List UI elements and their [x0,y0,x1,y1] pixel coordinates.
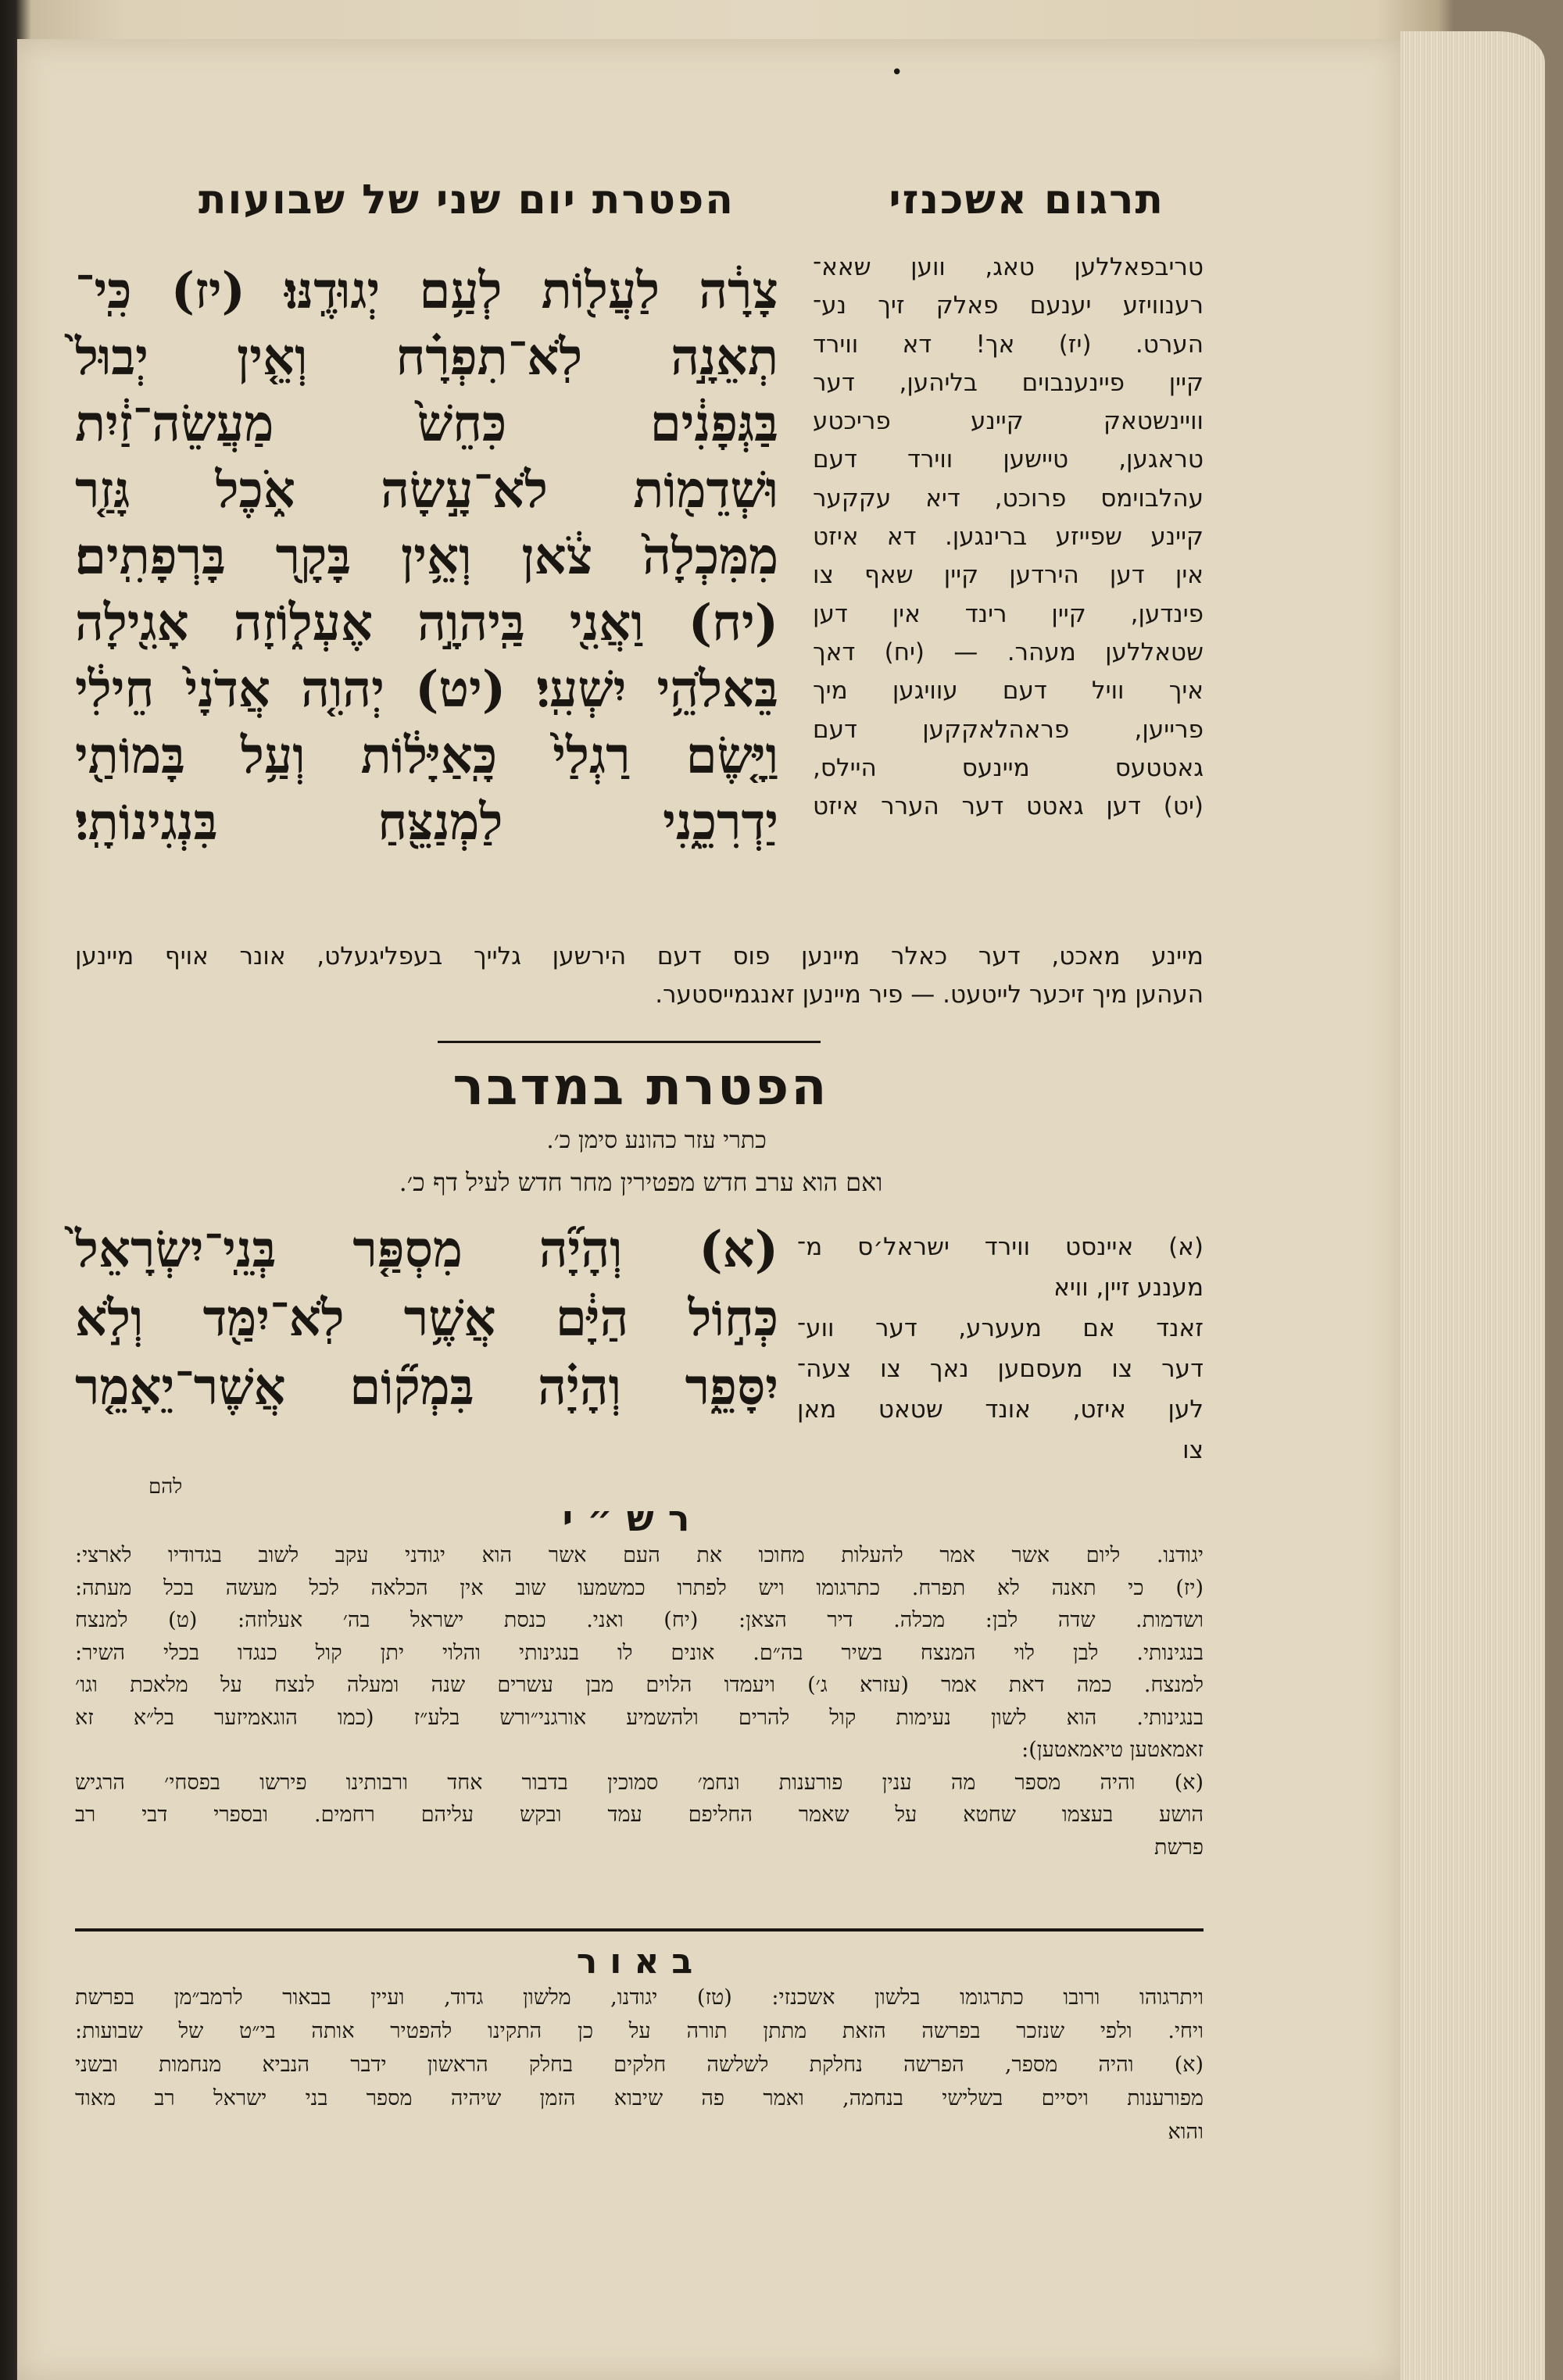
translation-line: אין דען הירדען קיין שאף צו [813,561,1204,590]
translation-line: צו [1182,1436,1204,1464]
hebrew-line: (א) וְהָיָ֞ה מִסְפַּ֤ר בְּנֵֽי־יִשְׂרָאֵל֙ [75,1220,778,1279]
commentary-line: יגודנו. ליום אשר אמר להעלות מחוכו את העם אשר הוא יגודני עקב לשוב בגדודיו לארצי: [75,1543,1204,1567]
translation-line: מיינע מאכט, דער כאלר מיינען פוס דעם הירשען גלייך בעפליגעלט, אונר אויף מיינען [75,942,1204,970]
commentary-line: (א) והיה מספר, הפרשה נחלקת לשלשה חלקים בחלק הראשון ידבר הנביא מנחמות ובשני [75,2053,1204,2077]
translation-line: (א) איינסט ווירד ישראל׳ס מ־ [797,1233,1204,1261]
commentary-line: בנגינותי. לבן לוי המנצח בשיר בה״ם. אונים לו בנגינותי והלוי יתן קול כנגדו בכלי השיר: [75,1640,1204,1665]
book-page-edges [1400,31,1545,2380]
hebrew-line: כְּח֣וֹל הַיָּ֔ם אֲשֶׁ֥ר לֹֽא־יִמַּ֖ד וְלֹ֣א [75,1289,778,1348]
commentary-line: הושע בעצמו שחטא על שאמר החליפם עמד ובקש עליהם רחמים. ובספרי דבי רב [75,1803,1204,1827]
translation-line: פינדען, קיין רינד אין דען [813,599,1204,628]
translation-line: קיינע שפייזע ברינגען. דא איזט [813,523,1204,552]
commentary-line: ושדמות. שדה לבן: מכלה. דיר הצאן: (יח) ואני. כנסת ישראל בה׳ אעלוזה: (ט) למנצח [75,1608,1204,1632]
translation-line: גאטטעס מיינעס היילס, [813,753,1204,782]
commentary-line: (א) והיה מספר מה ענין פורענות ונחמ׳ סמוכין בדבור אחד ורבותינו פירשו בפסחי׳ הרגיש [75,1770,1204,1795]
commentary-line: בנגינותי. הוא לשון נעימות קול להרים ולהשמיע אורגני״ורש בלע״ז (כמו הוגאמיזער בל״א זא [75,1705,1204,1730]
translation-line: וויינשטאק קיינע פריכטע [813,407,1204,436]
section-title: הפטרת במדבר [452,1056,829,1117]
commentary-line: זאמאטען טיאמאטען): [1021,1738,1204,1762]
commentary-line: למנצח. כמה דאת אמר (עזרא ג׳) ויעמדו הלוים מבן עשרים שנה ומעלה לנצח על מלאכת וגו׳ [75,1673,1204,1697]
german-translation-column-1 [813,248,1204,826]
translation-line: זאנד אם מעערע, דער ווע־ [797,1314,1204,1342]
translation-line: עהלבוימס פרוכט, דיא עקקער [813,484,1204,513]
rashi-heading: רש״י [562,1497,704,1539]
hebrew-line: תְאֵנָ֣ה לֹֽא־תִפְרָ֗ח וְאֵ֤ין יְבוּל֙ [75,328,778,387]
section-note: ואם הוא ערב חדש מפטירין מחר חדש לעיל דף כ׳. [399,1167,883,1197]
translation-line: איך וויל דעם עוויגען מיך [813,677,1204,706]
translation-line: קיין פיינענבוים בליהען, דער [813,368,1204,397]
hebrew-line: יִסָּפֵ֑ר וְהָיָ֗ה בִּמְק֞וֹם אֲשֶׁר־יֵאָמֵ֤ר [75,1358,778,1417]
hebrew-line: (יח) וַאֲנִ֖י בַּֽיהוָ֣ה אֶעְל֑וֹזָה אָגִ֖ילָה [75,594,778,652]
commentary-line: ויתרגוהו ורובו כתרגומו בלשון אשכנזי: (טז) יגודנו, מלשון גדוד, ועיין בבאור לרמב״מן בפרשת [75,1985,1204,2010]
hebrew-line: בֵּאלֹהֵ֥י יִשְׁעִֽי׃ (יט) יְהוִ֤ה אֲדֹנָי֙ חֵילִ֔י [75,660,778,719]
rashi-commentary [75,1539,1204,1864]
catchword: להם [148,1475,183,1499]
commentary-line: פרשת [1154,1835,1204,1860]
commentary-line: מפורענות ויסיים בשלישי בנחמה, ואמר פה שיבוא הזמן שיהיה מספר בני ישראל רב מאוד [75,2086,1204,2110]
commentary-line: והוא [1168,2120,1204,2144]
german-translation-full-width [75,938,1204,1014]
section-divider-rule [438,1041,821,1043]
translation-line: פרייען, פראהלאקקען דעם [813,715,1204,744]
biur-commentary [75,1981,1204,2149]
hebrew-line: צָרָ֔ה לַעֲל֖וֹת לְעַ֥ם יְגוּדֶֽנּוּ׃ (יז) כִּֽי־ [75,262,778,320]
hebrew-line: בַּגְּפָנִ֔ים כִּחֵשׁ֙ מַעֲשֵׂה־זַ֔יִת [75,395,778,453]
translation-line: (יט) דען גאטט דער הערר איזט [813,792,1204,821]
translation-line: דער צו מעסםען נאך צו צעה־ [797,1355,1204,1383]
translation-line: טריבפאללען טאג, ווען שאא־ [813,253,1204,281]
translation-line: טראגען, טיישען ווירד דעם [813,445,1204,474]
translation-line: לען איזט, אונד שטאט מאן [797,1395,1204,1424]
running-header-left: הפטרת יום שני של שבועות [198,177,735,223]
hebrew-line: מִמִּכְלָה֙ צֹ֔אן וְאֵ֥ין בָּקָ֖ר בָּרְפָתִֽים׃ [75,527,778,586]
translation-line: שטאללען מעהר. — (יח) דאך [813,638,1204,666]
commentary-line: (יז) כי תאנה לא תפרח. כתרגומו ויש לפתרו כמשמעו שוב אין הכלאה לכל מעשה בכל מעתה: [75,1575,1204,1600]
commentary-line: ויחי. ולפי שנזכר בפרשה הזאת מתתן תורה על כן התקינו להפטיר אותה בי״ט של שבועות: [75,2019,1204,2043]
footnote-divider-rule [75,1928,1204,1932]
translation-line: הערט. (יז) אך! דא ווירד [813,330,1204,359]
hebrew-line: וּשְׁדֵמ֖וֹת לֹא־עָ֣שָׂה אֹ֑כֶל גָּזַ֤ר [75,461,778,520]
translation-line: העהען מיך זיכער לייטעט. — פיר מיינען זאנגמייסטער. [655,981,1204,1009]
running-header-right: תרגום אשכנזי [889,177,1164,223]
haftarah-hebrew-text-1 [75,258,778,856]
translation-line: רענוויזע יענעם פאלק זיך נע־ [813,291,1204,320]
biur-heading: באור [576,1942,706,1982]
german-translation-column-2 [797,1227,1204,1471]
translation-line: מעננע זיין, וויא [1053,1274,1204,1302]
haftarah-hebrew-text-2 [75,1216,778,1422]
hebrew-line: יַדְרִכֵ֑נִי לַמְנַצֵּ֖חַ בִּנְגִינוֹתָֽי׃ [75,793,778,852]
section-subtitle: כתרי עזר כהונע סימן כ׳. [546,1127,767,1154]
page-mark: • [891,61,903,84]
hebrew-line: וַיָּ֤שֶׂם רַגְלַי֙ כָּֽאַיָּל֔וֹת וְעַ֥ל בָּמוֹתַ֖י [75,727,778,785]
